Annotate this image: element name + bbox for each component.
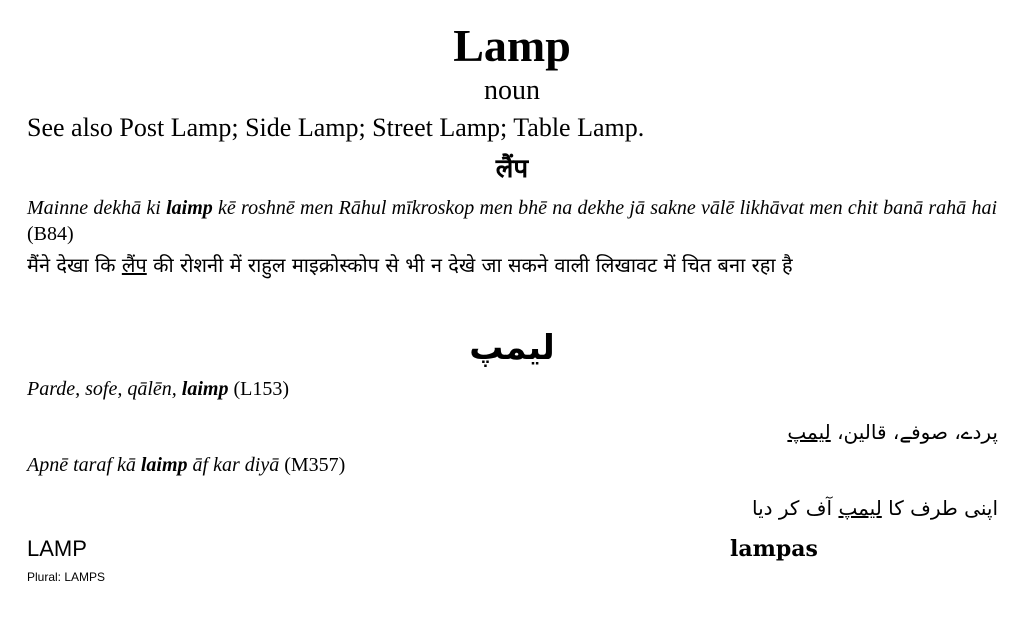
example-text: की रोशनी में राहुल माइक्रोस्कोप से भी न देखे जा सकने वाली लिखावट में चित बना रहा है bbox=[146, 253, 793, 277]
example-keyword: laimp bbox=[181, 378, 229, 400]
example-text: kē roshnē men Rāhul mīkroskop men bhē na dekhe jā sakne vālē likhāvat men chit banā rahā hai bbox=[212, 197, 998, 219]
example-text: āf kar diyā bbox=[187, 454, 280, 476]
example-text: آف کر دیا bbox=[751, 496, 839, 520]
example-reference: (B84) bbox=[27, 223, 74, 245]
hindi-heading: लैंप bbox=[495, 154, 529, 184]
hindi-example-transliteration bbox=[27, 195, 997, 247]
urdu-heading: لیمپ bbox=[469, 328, 555, 368]
example-reference: (L153) bbox=[233, 378, 290, 400]
example-text: Parde, sofe, qālēn, bbox=[27, 378, 182, 400]
example-text: मैंने देखा कि bbox=[27, 253, 122, 277]
sign-plural: Plural: LAMPS bbox=[27, 570, 106, 584]
example-text: Mainne dekhā ki bbox=[27, 197, 167, 219]
sign-word: LAMP bbox=[27, 536, 87, 561]
example-text: اپنی طرف کا bbox=[881, 496, 998, 520]
example-keyword: laimp bbox=[140, 454, 188, 476]
see-also: See also Post Lamp; Side Lamp; Street Lamp; Table Lamp. bbox=[27, 113, 645, 142]
example-keyword: लैंप bbox=[121, 253, 147, 277]
other-language-word: lampas bbox=[730, 536, 818, 562]
example-reference: (M357) bbox=[284, 454, 346, 476]
part-of-speech: noun bbox=[484, 75, 540, 106]
headword: Lamp bbox=[453, 20, 571, 71]
urdu-example-1-native bbox=[787, 418, 998, 446]
example-text: پردے، صوفے، قالین، bbox=[830, 420, 998, 444]
hindi-example-native bbox=[27, 250, 793, 280]
example-keyword: لیمپ bbox=[787, 420, 831, 444]
example-text: Apnē taraf kā bbox=[27, 454, 141, 476]
urdu-example-2-transliteration bbox=[27, 452, 345, 478]
urdu-example-2-native bbox=[752, 494, 998, 522]
urdu-example-1-transliteration bbox=[27, 376, 289, 402]
example-keyword: لیمپ bbox=[838, 496, 882, 520]
example-keyword: laimp bbox=[166, 197, 213, 219]
